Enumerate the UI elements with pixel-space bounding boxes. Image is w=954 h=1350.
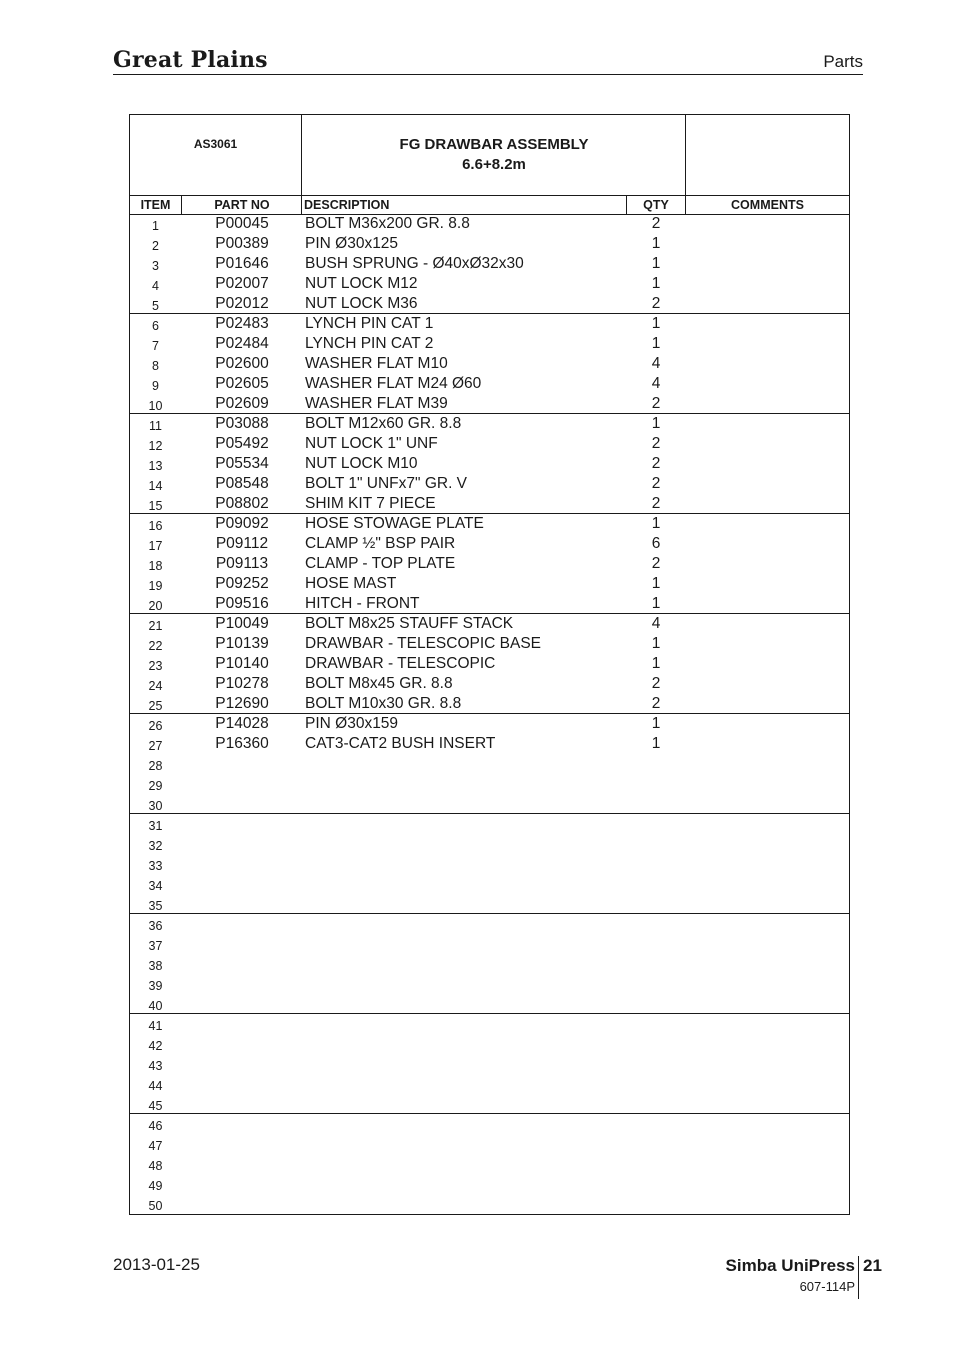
cell-qty: 2 bbox=[651, 495, 661, 512]
cell-description: BOLT 1" UNFx7" GR. V bbox=[305, 475, 468, 492]
cell-item: 6 bbox=[152, 319, 159, 333]
table-row bbox=[130, 354, 849, 374]
cell-item: 36 bbox=[148, 919, 163, 933]
cell-item: 33 bbox=[148, 859, 163, 873]
table-row bbox=[130, 874, 849, 894]
cell-description: BOLT M8x45 GR. 8.8 bbox=[305, 675, 453, 692]
table-row bbox=[130, 294, 849, 314]
cell-qty: 2 bbox=[651, 695, 661, 712]
cell-description: PIN Ø30x159 bbox=[305, 715, 399, 732]
table-row bbox=[130, 1194, 849, 1214]
cell-part-no: P09113 bbox=[215, 555, 269, 572]
table-row bbox=[130, 754, 849, 774]
table-row bbox=[130, 774, 849, 794]
cell-part-no: P00389 bbox=[215, 235, 269, 252]
cell-description: CAT3-CAT2 BUSH INSERT bbox=[305, 735, 496, 752]
table-row bbox=[130, 934, 849, 954]
table-row bbox=[130, 214, 849, 234]
cell-item: 22 bbox=[148, 639, 163, 653]
cell-item: 42 bbox=[148, 1039, 163, 1053]
cell-description: CLAMP - TOP PLATE bbox=[305, 555, 456, 572]
cell-part-no: P05492 bbox=[215, 435, 269, 452]
cell-qty: 2 bbox=[651, 455, 661, 472]
cell-qty: 1 bbox=[651, 275, 661, 292]
cell-part-no: P02609 bbox=[215, 395, 269, 412]
table-row bbox=[130, 1114, 849, 1134]
cell-description: WASHER FLAT M10 bbox=[305, 355, 448, 372]
assembly-title-line1: FG DRAWBAR ASSEMBLY bbox=[399, 136, 589, 153]
cell-description: BOLT M8x25 STAUFF STACK bbox=[305, 615, 514, 632]
cell-part-no: P08548 bbox=[215, 475, 269, 492]
cell-qty: 1 bbox=[651, 515, 661, 532]
cell-item: 41 bbox=[148, 1019, 163, 1033]
cell-item: 31 bbox=[148, 819, 163, 833]
cell-part-no: P03088 bbox=[215, 415, 269, 432]
table-row bbox=[130, 834, 849, 854]
cell-item: 43 bbox=[148, 1059, 163, 1073]
cell-description: HOSE STOWAGE PLATE bbox=[305, 515, 484, 532]
cell-qty: 4 bbox=[651, 375, 661, 392]
cell-part-no: P02605 bbox=[215, 375, 269, 392]
cell-item: 32 bbox=[148, 839, 163, 853]
table-row bbox=[130, 574, 849, 594]
cell-qty: 1 bbox=[651, 595, 661, 612]
column-header-part-no: PART NO bbox=[214, 198, 270, 212]
table-row bbox=[130, 414, 849, 434]
table-row bbox=[130, 734, 849, 754]
table-row bbox=[130, 314, 849, 334]
cell-item: 24 bbox=[148, 679, 163, 693]
cell-description: HITCH - FRONT bbox=[305, 595, 420, 612]
cell-description: PIN Ø30x125 bbox=[305, 235, 399, 252]
cell-qty: 4 bbox=[651, 355, 661, 372]
cell-item: 9 bbox=[152, 379, 159, 393]
cell-part-no: P09252 bbox=[215, 575, 269, 592]
cell-item: 49 bbox=[148, 1179, 163, 1193]
cell-qty: 1 bbox=[651, 655, 661, 672]
cell-item: 27 bbox=[148, 739, 163, 753]
cell-item: 37 bbox=[148, 939, 163, 953]
cell-item: 8 bbox=[152, 359, 159, 373]
cell-part-no: P01646 bbox=[215, 255, 269, 272]
cell-qty: 1 bbox=[651, 415, 661, 432]
cell-description: SHIM KIT 7 PIECE bbox=[305, 495, 436, 512]
cell-item: 26 bbox=[148, 719, 163, 733]
table-row bbox=[130, 1074, 849, 1094]
table-row bbox=[130, 974, 849, 994]
table-row bbox=[130, 594, 849, 614]
cell-item: 18 bbox=[148, 559, 163, 573]
cell-item: 12 bbox=[148, 439, 163, 453]
table-row bbox=[130, 994, 849, 1014]
cell-qty: 1 bbox=[651, 255, 661, 272]
table-row bbox=[130, 1014, 849, 1034]
cell-item: 29 bbox=[148, 779, 163, 793]
page-number: 21 bbox=[863, 1256, 882, 1275]
cell-part-no: P10278 bbox=[215, 675, 269, 692]
cell-item: 47 bbox=[148, 1139, 163, 1153]
cell-item: 45 bbox=[148, 1099, 163, 1113]
cell-part-no: P02484 bbox=[215, 335, 269, 352]
cell-item: 28 bbox=[148, 759, 163, 773]
cell-qty: 2 bbox=[651, 675, 661, 692]
section-label: Parts bbox=[823, 52, 863, 71]
cell-description: BOLT M10x30 GR. 8.8 bbox=[305, 695, 462, 712]
cell-description: NUT LOCK M10 bbox=[305, 455, 418, 472]
cell-item: 35 bbox=[148, 899, 163, 913]
cell-description: NUT LOCK M12 bbox=[305, 275, 418, 292]
cell-item: 17 bbox=[148, 539, 163, 553]
footer-date: 2013-01-25 bbox=[113, 1255, 200, 1274]
cell-part-no: P09112 bbox=[215, 535, 269, 552]
table-row bbox=[130, 854, 849, 874]
table-row bbox=[130, 714, 849, 734]
table-row bbox=[130, 1094, 849, 1114]
cell-part-no: P02600 bbox=[215, 355, 269, 372]
cell-qty: 2 bbox=[651, 395, 661, 412]
table-row bbox=[130, 1174, 849, 1194]
cell-item: 3 bbox=[152, 259, 159, 273]
cell-qty: 1 bbox=[651, 335, 661, 352]
cell-item: 25 bbox=[148, 699, 163, 713]
table-row bbox=[130, 694, 849, 714]
cell-item: 21 bbox=[148, 619, 163, 633]
cell-part-no: P10139 bbox=[215, 635, 269, 652]
cell-item: 10 bbox=[148, 399, 163, 413]
header-rule bbox=[113, 74, 863, 75]
cell-description: NUT LOCK 1" UNF bbox=[305, 435, 438, 452]
cell-item: 14 bbox=[148, 479, 163, 493]
cell-item: 11 bbox=[149, 419, 162, 433]
table-row bbox=[130, 434, 849, 454]
cell-description: LYNCH PIN CAT 1 bbox=[305, 315, 434, 332]
cell-part-no: P14028 bbox=[215, 715, 269, 732]
table-row bbox=[130, 794, 849, 814]
table-row bbox=[130, 254, 849, 274]
cell-qty: 1 bbox=[651, 715, 661, 732]
cell-part-no: P09092 bbox=[215, 515, 269, 532]
cell-item: 2 bbox=[152, 239, 159, 253]
footer-product: Simba UniPress bbox=[725, 1256, 855, 1275]
column-header-qty: QTY bbox=[643, 198, 669, 212]
cell-description: DRAWBAR - TELESCOPIC BASE bbox=[305, 635, 541, 652]
cell-description: HOSE MAST bbox=[305, 575, 397, 592]
cell-description: CLAMP ½" BSP PAIR bbox=[305, 535, 456, 552]
cell-qty: 1 bbox=[651, 315, 661, 332]
assembly-title-line2: 6.6+8.2m bbox=[462, 156, 526, 173]
cell-qty: 2 bbox=[651, 475, 661, 492]
cell-qty: 6 bbox=[651, 535, 661, 552]
table-row bbox=[130, 1154, 849, 1174]
cell-item: 16 bbox=[148, 519, 163, 533]
cell-part-no: P10049 bbox=[215, 615, 269, 632]
cell-description: WASHER FLAT M24 Ø60 bbox=[305, 375, 482, 392]
cell-item: 50 bbox=[148, 1199, 163, 1213]
cell-item: 34 bbox=[148, 879, 163, 893]
cell-item: 46 bbox=[148, 1119, 163, 1133]
table-row bbox=[130, 914, 849, 934]
table-row bbox=[130, 454, 849, 474]
assembly-title bbox=[302, 135, 686, 175]
cell-description: LYNCH PIN CAT 2 bbox=[305, 335, 434, 352]
cell-part-no: P12690 bbox=[215, 695, 269, 712]
cell-part-no: P08802 bbox=[215, 495, 269, 512]
cell-qty: 2 bbox=[651, 295, 661, 312]
table-row bbox=[130, 634, 849, 654]
cell-qty: 2 bbox=[651, 215, 661, 232]
table-row bbox=[130, 534, 849, 554]
cell-item: 4 bbox=[152, 279, 159, 293]
cell-description: NUT LOCK M36 bbox=[305, 295, 418, 312]
table-row bbox=[130, 654, 849, 674]
cell-item: 7 bbox=[152, 339, 159, 353]
table-row bbox=[130, 394, 849, 414]
table-row bbox=[130, 954, 849, 974]
cell-item: 48 bbox=[148, 1159, 163, 1173]
cell-qty: 1 bbox=[651, 235, 661, 252]
cell-qty: 4 bbox=[651, 615, 661, 632]
cell-part-no: P05534 bbox=[215, 455, 269, 472]
cell-qty: 1 bbox=[651, 735, 661, 752]
cell-part-no: P00045 bbox=[215, 215, 269, 232]
cell-item: 40 bbox=[148, 999, 163, 1013]
cell-item: 44 bbox=[148, 1079, 163, 1093]
table-row bbox=[130, 554, 849, 574]
cell-qty: 2 bbox=[651, 555, 661, 572]
table-row bbox=[130, 274, 849, 294]
cell-description: WASHER FLAT M39 bbox=[305, 395, 448, 412]
assembly-code: AS3061 bbox=[193, 137, 238, 151]
cell-part-no: P09516 bbox=[215, 595, 269, 612]
cell-qty: 1 bbox=[651, 575, 661, 592]
cell-description: BUSH SPRUNG - Ø40xØ32x30 bbox=[305, 255, 524, 272]
parts-table bbox=[129, 114, 850, 1215]
cell-qty: 1 bbox=[651, 635, 661, 652]
cell-item: 19 bbox=[148, 579, 163, 593]
cell-item: 13 bbox=[148, 459, 163, 473]
cell-part-no: P02483 bbox=[215, 315, 269, 332]
document-number: 607-114P bbox=[799, 1279, 855, 1294]
table-row bbox=[130, 514, 849, 534]
cell-item: 20 bbox=[148, 599, 163, 613]
cell-qty: 2 bbox=[651, 435, 661, 452]
cell-description: DRAWBAR - TELESCOPIC bbox=[305, 655, 496, 672]
table-row bbox=[130, 234, 849, 254]
cell-part-no: P16360 bbox=[215, 735, 269, 752]
cell-item: 1 bbox=[152, 219, 159, 233]
cell-part-no: P02012 bbox=[215, 295, 269, 312]
cell-part-no: P10140 bbox=[215, 655, 269, 672]
cell-item: 39 bbox=[148, 979, 163, 993]
table-row bbox=[130, 1034, 849, 1054]
cell-item: 30 bbox=[148, 799, 163, 813]
cell-description: BOLT M12x60 GR. 8.8 bbox=[305, 415, 462, 432]
column-header-description: DESCRIPTION bbox=[304, 198, 390, 212]
cell-description: BOLT M36x200 GR. 8.8 bbox=[305, 215, 470, 232]
table-row bbox=[130, 894, 849, 914]
table-body bbox=[130, 214, 849, 1214]
table-row bbox=[130, 614, 849, 634]
table-row bbox=[130, 674, 849, 694]
table-row bbox=[130, 474, 849, 494]
table-row bbox=[130, 334, 849, 354]
table-row bbox=[130, 1054, 849, 1074]
cell-item: 15 bbox=[148, 499, 163, 513]
table-row bbox=[130, 374, 849, 394]
cell-item: 23 bbox=[148, 659, 163, 673]
cell-part-no: P02007 bbox=[215, 275, 269, 292]
column-header-comments: COMMENTS bbox=[731, 198, 804, 212]
cell-item: 38 bbox=[148, 959, 163, 973]
footer-divider bbox=[858, 1256, 859, 1299]
brand-logo: Great Plains bbox=[113, 47, 268, 73]
cell-item: 5 bbox=[152, 299, 159, 313]
table-row bbox=[130, 494, 849, 514]
table-row bbox=[130, 814, 849, 834]
table-row bbox=[130, 1134, 849, 1154]
column-header-item: ITEM bbox=[140, 198, 171, 212]
